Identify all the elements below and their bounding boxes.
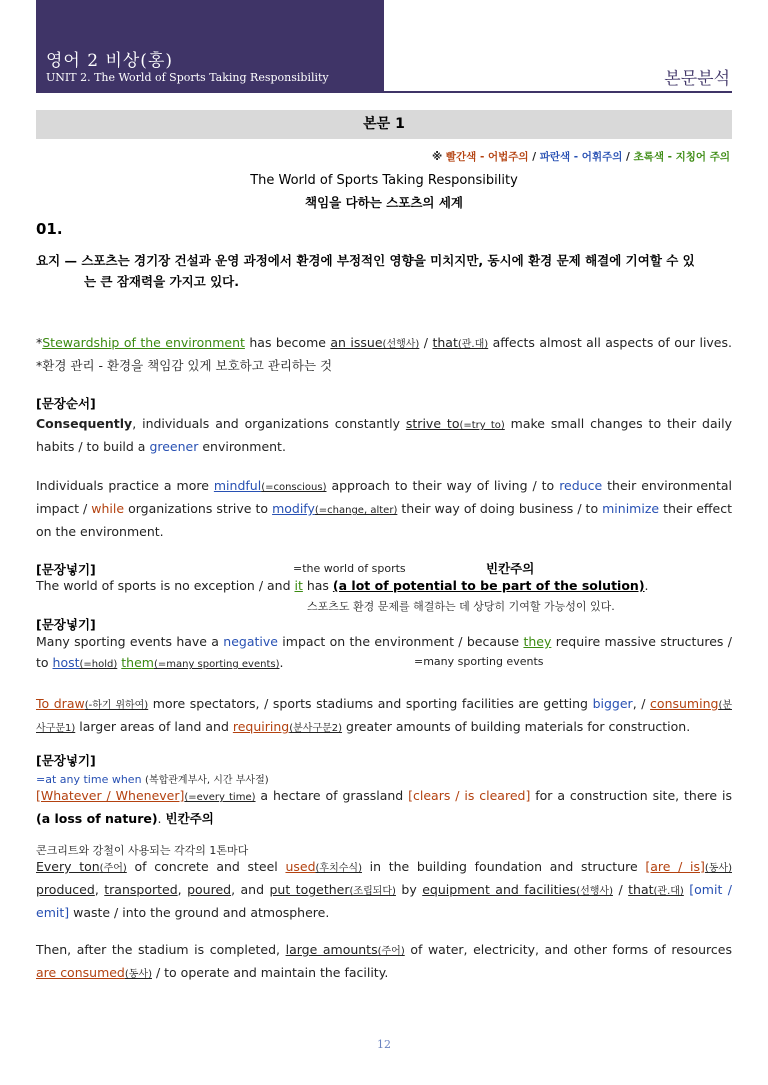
translation-note: 스포츠도 환경 문제를 해결하는 데 상당히 기여할 가능성이 있다. bbox=[307, 600, 615, 613]
label-sentence-insert: [문장넣기] bbox=[36, 753, 96, 768]
passage-number: 01. bbox=[36, 220, 63, 238]
legend-sep: / bbox=[626, 151, 630, 163]
legend-blue: 파란색 - 어휘주의 bbox=[539, 151, 623, 163]
blank-caution: 빈칸주의 bbox=[486, 561, 535, 576]
note-world-of-sports: =the world of sports bbox=[293, 562, 406, 575]
summary-line: 는 큰 잠재력을 가지고 있다. bbox=[84, 274, 239, 289]
paragraph-9: Then, after the stadium is completed, large amounts(주어) of water, electricity, and other forms of resources are consumed(동사) / to operate and maintain the facility. bbox=[36, 942, 732, 980]
paragraph-2: Consequently, individuals and organizations constantly strive to(=try to) make small changes to their daily habits / to build a greener environment. bbox=[36, 416, 732, 454]
paragraph-8: Every ton(주어) of concrete and steel used(후치수식) in the building foundation and structure [are / is](동사) produced, transported, poured, and put together(조립되다) by equipment and facilities(선행사) / that(관.대) [omit / emit] waste / into the ground and atmosphere. bbox=[36, 859, 733, 920]
issue-phrase: an issue bbox=[330, 335, 383, 350]
paragraph-1: *Stewardship of the environment has become an issue(선행사) / that(관.대) affects almost all aspects of our lives. *환경 관리 - 환경을 책임감 있게 보호하고 관리하는 것 bbox=[36, 335, 732, 373]
label-sentence-insert: [문장넣기] bbox=[36, 617, 96, 632]
translation-note: 콘크리트와 강철이 사용되는 각각의 1톤마다 bbox=[36, 844, 249, 857]
legend-red: 빨간색 - 어법주의 bbox=[445, 151, 529, 163]
label-sentence-insert: [문장넣기] bbox=[36, 562, 96, 577]
header-divider bbox=[36, 91, 732, 93]
summary-line: 요지 — 스포츠는 경기장 건설과 운영 과정에서 환경에 부정적인 영향을 미치지만, 동시에 환경 문제 해결에 기여할 수 있 bbox=[36, 253, 695, 268]
passage-title-en: The World of Sports Taking Responsibility bbox=[250, 173, 518, 188]
page-number: 12 bbox=[377, 1038, 391, 1051]
passage-title-ko: 책임을 다하는 스포츠의 세계 bbox=[305, 195, 463, 210]
paragraph-3: Individuals practice a more mindful(=conscious) approach to their way of living / to reduce their environmental impact / while organizations strive to modify(=change, alter) their way of doing business / to minimize their effect on the environment. bbox=[36, 478, 733, 539]
label-sentence-order: [문장순서] bbox=[36, 396, 96, 411]
paragraph-5: Many sporting events have a negative impact on the environment / because they require massive structures / to host(=hold) them(=many sporting events). bbox=[36, 634, 732, 670]
legend-green: 초록색 - 지칭어 주의 bbox=[633, 151, 730, 163]
paragraph-4: The world of sports is no exception / and it has (a lot of potential to be part of the solution). bbox=[36, 578, 649, 593]
summary bbox=[36, 250, 732, 292]
section-title-bar: 본문 1 bbox=[36, 110, 732, 139]
header-section-label: 본문분석 bbox=[664, 69, 730, 89]
header-subtitle: UNIT 2. The World of Sports Taking Responsibility bbox=[46, 71, 329, 84]
legend-sep: / bbox=[532, 151, 537, 163]
note-at-any-time: =at any time when (복합관계부사, 시간 부사절) bbox=[36, 773, 269, 786]
header-title: 영어 2 비상(홍) bbox=[46, 51, 173, 71]
note-many-sporting-events: =many sporting events bbox=[414, 655, 544, 668]
legend-mark: ※ bbox=[432, 151, 443, 163]
stewardship-phrase: Stewardship of the environment bbox=[42, 335, 245, 350]
paragraph-6: To draw(-하기 위하여) more spectators, / sports stadiums and sporting facilities are getting bigger, / consuming(분사구문1) larger areas of land and requiring(분사구문2) greater amounts of building materials for construction. bbox=[36, 696, 732, 734]
paragraph-7: [Whatever / Whenever](=every time) a hectare of grassland [clears / is cleared] for a construction site, there is (a loss of nature). 빈칸주의 bbox=[36, 788, 732, 826]
color-legend bbox=[432, 149, 730, 164]
